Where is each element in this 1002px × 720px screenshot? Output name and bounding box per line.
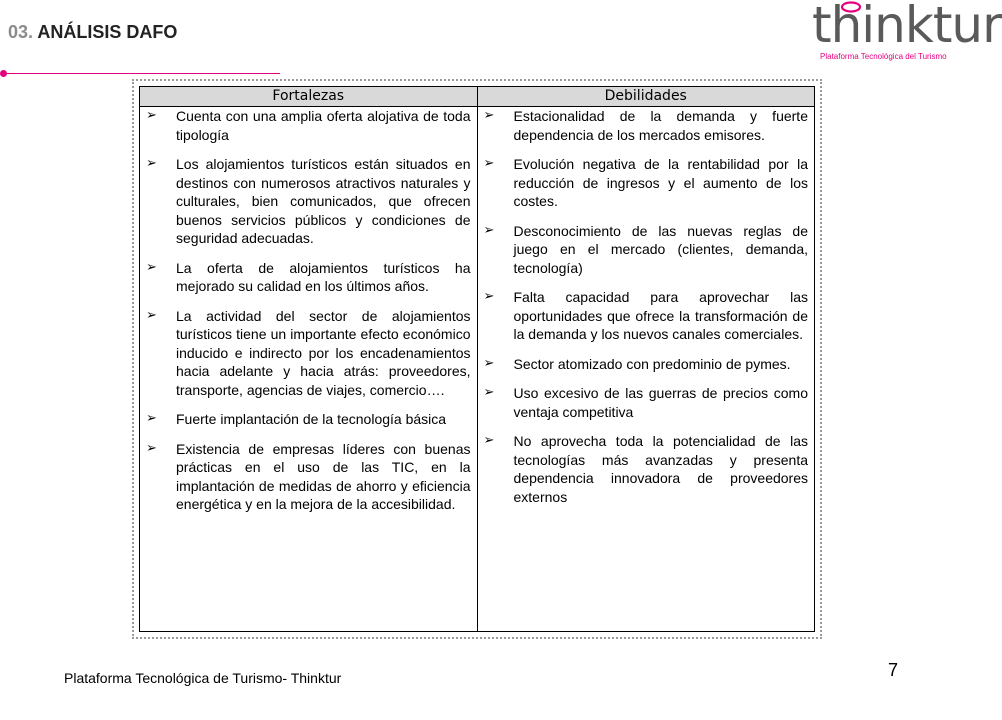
list-item: ➢ No aprovecha toda la potencialidad de las tecnologías más avanzadas y presenta dependencia innovadora de proveedores externos bbox=[483, 433, 808, 505]
page-number: 7 bbox=[888, 660, 899, 680]
list-item: ➢ Cuenta con una amplia oferta alojativa de toda tipología bbox=[146, 108, 471, 143]
title-underline bbox=[4, 73, 280, 74]
debilidades-cell bbox=[477, 107, 815, 632]
arrow-bullet-icon: ➢ bbox=[483, 156, 495, 171]
fortalezas-cell bbox=[140, 107, 478, 632]
list-item: ➢ La actividad del sector de alojamientos turísticos tiene un importante efecto económico inducido e indirecto por los encadenamientos hacia adelante y hacia atrás: proveedores, transporte, agencias de viajes, comercio…. bbox=[146, 307, 471, 398]
arrow-bullet-icon: ➢ bbox=[483, 222, 495, 238]
list-item: ➢ Estacionalidad de la demanda y fuerte dependencia de los mercados emisores. bbox=[483, 108, 808, 143]
dafo-table-frame bbox=[132, 79, 822, 639]
dafo-table bbox=[139, 86, 815, 632]
logo-wordmark: thinktur bbox=[812, 0, 1002, 54]
fortalezas-list bbox=[144, 107, 471, 514]
logo-tagline: Plataforma Tecnológica del Turismo bbox=[820, 52, 947, 61]
arrow-bullet-icon: ➢ bbox=[146, 108, 157, 123]
list-item: ➢ Evolución negativa de la rentabilidad por la reducción de ingresos y el aumento de los costes. bbox=[483, 156, 808, 209]
section-title bbox=[8, 22, 177, 43]
section-number: 03. bbox=[8, 22, 34, 42]
column-header-debilidades: Debilidades bbox=[477, 87, 815, 107]
list-item: ➢ Los alojamientos turísticos están situados en destinos con numerosos atractivos naturales y culturales, bien comunicados, que ofrecen buenos servicios públicos y condiciones de seguridad adecuadas. bbox=[146, 156, 471, 246]
list-item: ➢ Uso excesivo de las guerras de precios como ventaja competitiva bbox=[483, 385, 808, 420]
list-item: ➢ Existencia de empresas líderes con buenas prácticas en el uso de las TIC, en la implantación de medidas de ahorro y eficiencia energética y en la mejora de la accesibilidad. bbox=[146, 440, 471, 512]
section-name: ANÁLISIS DAFO bbox=[37, 22, 178, 42]
column-header-fortalezas: Fortalezas bbox=[140, 87, 478, 107]
thinktur-logo bbox=[808, 0, 1002, 72]
arrow-bullet-icon: ➢ bbox=[483, 289, 495, 304]
list-item: ➢ Fuerte implantación de la tecnología básica bbox=[146, 411, 447, 427]
list-item: ➢ La oferta de alojamientos turísticos ha mejorado su calidad en los últimos años. bbox=[146, 259, 471, 294]
debilidades-list bbox=[482, 107, 809, 506]
list-item: ➢ Sector atomizado con predominio de pymes. bbox=[483, 355, 791, 372]
footer-text: Plataforma Tecnológica de Turismo- Thinktur bbox=[64, 670, 342, 686]
list-item: ➢ Falta capacidad para aprovechar las oportunidades que ofrece la transformación de la demanda y los nuevos canales comerciales. bbox=[483, 289, 808, 342]
arrow-bullet-icon: ➢ bbox=[483, 108, 495, 123]
arrow-bullet-icon: ➢ bbox=[146, 411, 157, 426]
arrow-bullet-icon: ➢ bbox=[483, 355, 495, 371]
arrow-bullet-icon: ➢ bbox=[146, 156, 157, 171]
arrow-bullet-icon: ➢ bbox=[483, 385, 495, 400]
arrow-bullet-icon: ➢ bbox=[483, 433, 495, 448]
list-item: ➢ Desconocimiento de las nuevas reglas de juego en el mercado (clientes, demanda, tecnología) bbox=[483, 222, 808, 276]
arrow-bullet-icon: ➢ bbox=[146, 259, 157, 275]
arrow-bullet-icon: ➢ bbox=[146, 307, 157, 323]
arrow-bullet-icon: ➢ bbox=[146, 440, 157, 456]
